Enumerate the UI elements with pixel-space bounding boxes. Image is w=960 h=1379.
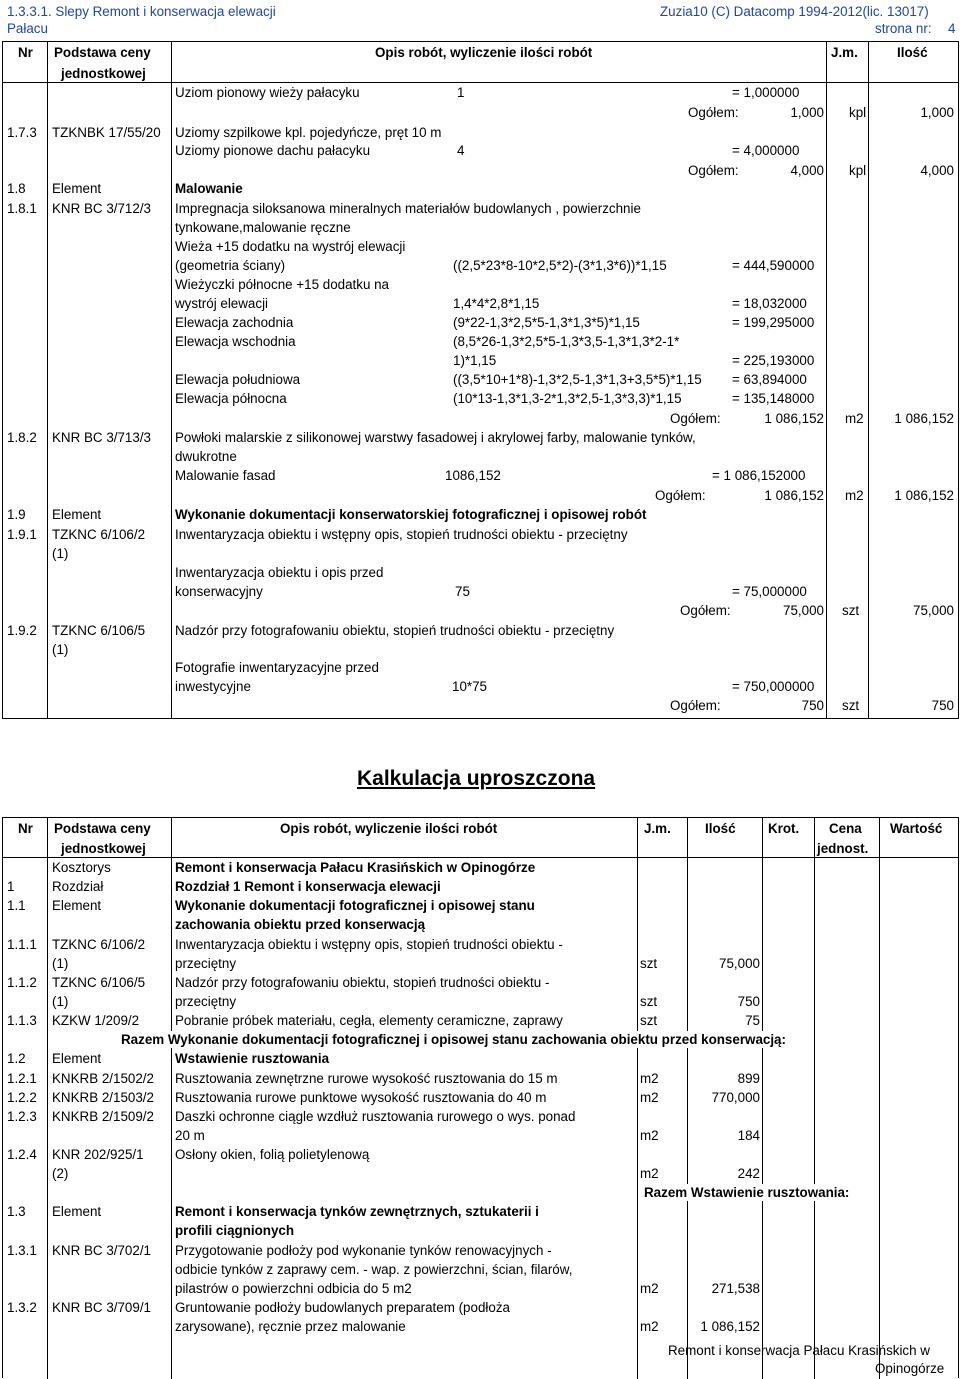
header-page-number: 4 — [948, 21, 956, 36]
bottom-header-nr: Nr — [18, 821, 33, 836]
bottom-header-price: Cena — [829, 821, 862, 836]
section-title: Kalkulacja uproszczona — [357, 767, 596, 790]
top-table-header-divider — [2, 82, 959, 83]
header-software: Zuzia10 (C) Datacomp 1994-2012(lic. 13017) — [660, 4, 929, 19]
bottom-header-qty: Ilość — [705, 821, 736, 836]
header-page-label: strona nr: — [875, 21, 932, 36]
top-header-base: Podstawa ceny — [54, 45, 151, 60]
summary-row: Razem Wstawienie rusztowania: — [644, 1185, 850, 1200]
footer-line-1: Remont i konserwacja Pałacu Krasińskich w — [668, 1343, 930, 1358]
bottom-table-header-divider — [2, 857, 959, 858]
bottom-header-desc: Opis robót, wyliczenie ilości robót — [280, 821, 498, 836]
header-doc-title-cont: Pałacu — [7, 21, 48, 36]
summary-row: Razem Wykonanie dokumentacji fotograficznej i opisowej stanu zachowania obiektu przed konserwacją: — [121, 1032, 786, 1047]
top-header-qty: Ilość — [897, 45, 928, 60]
bottom-header-jm: J.m. — [644, 821, 671, 836]
bottom-header-value: Wartość — [890, 821, 943, 836]
bottom-header-krot: Krot. — [768, 821, 800, 836]
header-doc-title: 1.3.3.1. Slepy Remont i konserwacja elewacji — [7, 4, 276, 19]
top-header-base-2: jednostkowej — [61, 66, 146, 81]
bottom-header-base: Podstawa ceny — [54, 821, 151, 836]
top-header-nr: Nr — [18, 45, 33, 60]
bottom-header-base-2: jednostkowej — [61, 841, 146, 856]
bottom-header-price-2: jednost. — [817, 841, 869, 856]
footer-line-2: Opinogórze — [875, 1361, 945, 1376]
top-header-desc: Opis robót, wyliczenie ilości robót — [375, 45, 593, 60]
top-header-jm: J.m. — [831, 45, 858, 60]
